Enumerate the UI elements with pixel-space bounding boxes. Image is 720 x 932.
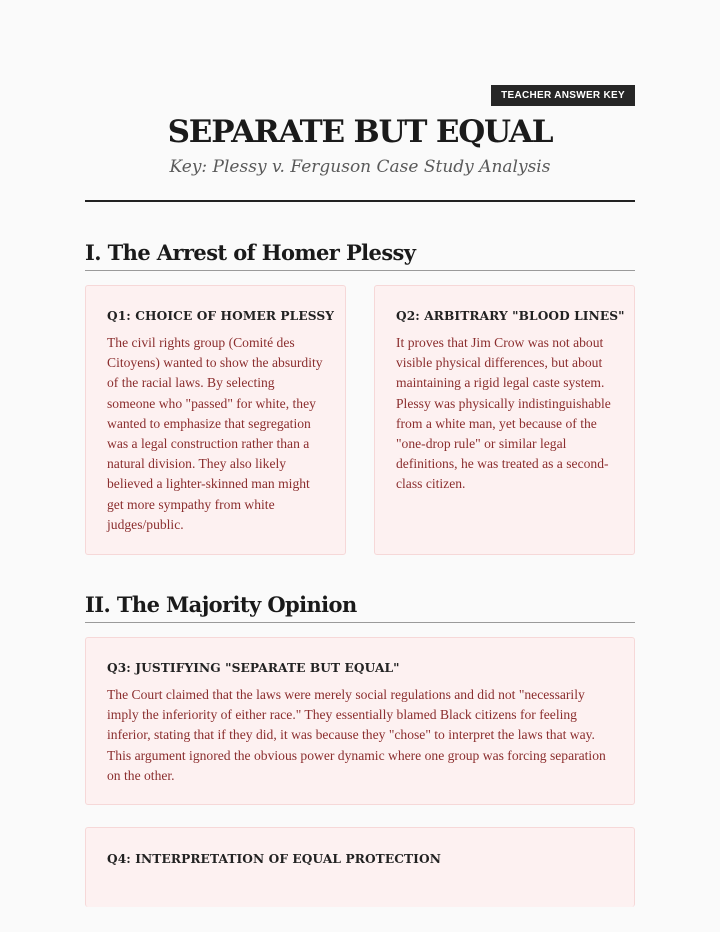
answer-text: It proves that Jim Crow was not about visible physical differences, but about maintaining a rigid legal caste system. Plessy was physically indistinguishable from a white man, yet because of the "one-drop rule" or similar legal definitions, he was treated as a second-class citizen. xyxy=(396,335,611,492)
answer-card-q4 xyxy=(85,827,635,907)
section-heading-majority-opinion: II. The Majority Opinion xyxy=(85,590,635,623)
answer-text: The civil rights group (Comité des Citoyens) wanted to show the absurdity of the racial laws. By selecting someone who "passed" for white, they wanted to emphasize that segregation was a legal construction rather than a natural division. They also likely believed a lighter-skinned man might get more sympathy from white judges/public. xyxy=(107,335,323,532)
question-label: Q1: CHOICE OF HOMER PLESSY xyxy=(107,309,335,323)
page-title: SEPARATE BUT EQUAL xyxy=(167,114,553,150)
question-label: Q2: ARBITRARY "BLOOD LINES" xyxy=(396,309,625,323)
worksheet-page xyxy=(85,0,635,932)
teacher-answer-key-badge: TEACHER ANSWER KEY xyxy=(491,85,635,106)
section-heading-arrest: I. The Arrest of Homer Plessy xyxy=(85,238,635,271)
title-divider xyxy=(85,200,635,202)
answer-card-q1 xyxy=(85,285,346,555)
answer-card-q2 xyxy=(374,285,635,555)
answer-text: The Court claimed that the laws were merely social regulations and did not "necessarily imply the inferiority of either race." They essentially blamed Black citizens for feeling inferior, stating that if they did, it was because they "chose" to interpret the laws that way. This argument ignored the obvious power dynamic where one group was forcing separation on the other. xyxy=(107,687,606,783)
question-label: Q4: INTERPRETATION OF EQUAL PROTECTION xyxy=(107,852,441,866)
answer-card-q3 xyxy=(85,637,635,805)
page-subtitle: Key: Plessy v. Ferguson Case Study Analysis xyxy=(169,157,551,177)
question-label: Q3: JUSTIFYING "SEPARATE BUT EQUAL" xyxy=(107,661,400,675)
